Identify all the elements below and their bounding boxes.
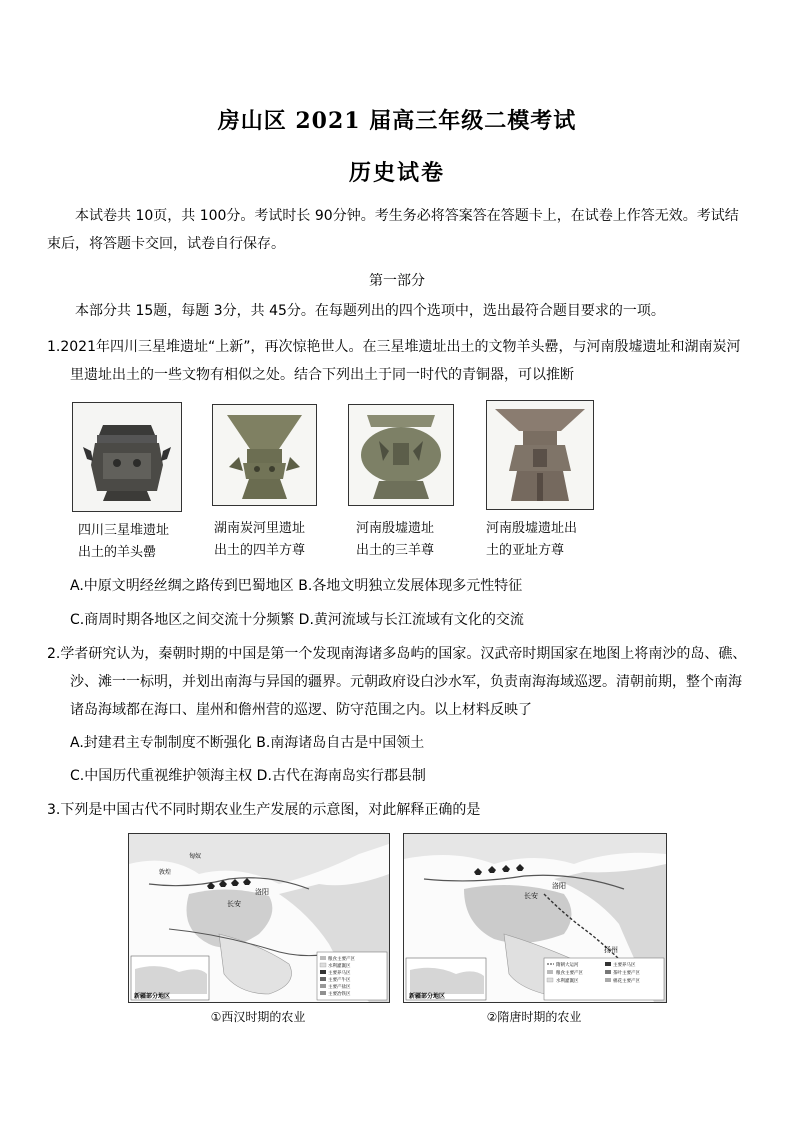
exam-subject: 历史试卷 — [348, 160, 445, 186]
map1-label-changan: 长安 — [227, 900, 241, 908]
map1-legend-1: 粮食主要产区 — [328, 957, 355, 962]
map1-legend-6: 主要冶铁区 — [328, 992, 351, 997]
bronze-lei-image — [72, 402, 182, 512]
question-2-options-ab: A.封建君主专制制度不断强化 B.南海诸岛自古是中国领土 — [70, 735, 425, 751]
map-1-caption: ①西汉时期的农业 — [210, 1010, 306, 1024]
relic-caption-4 — [486, 518, 606, 562]
bronze-zun-image — [212, 404, 317, 506]
question-1-options-ab: A.中原文明经丝绸之路传到巴蜀地区 B.各地文明独立发展体现多元性特征 — [70, 578, 523, 594]
map2-legend-4: 主要养马区 — [613, 963, 636, 968]
map2-label-changan: 长安 — [524, 892, 538, 900]
relic-caption-2 — [214, 518, 334, 562]
map1-label-dunhuang: 敦煌 — [159, 869, 172, 876]
question-1-stem: 1.2021年四川三星堆遗址“上新”，再次惊艳世人。在三星堆遗址出土的文物羊头罍，与河南殷墟遗址和湖南炭河里遗址出土的一些文物有相似之处。结合下列出土于同一时代的青铜器，可以推断 — [47, 339, 741, 383]
exam-instructions: 本试卷共 10页，共 100分。考试时长 90分钟。考生务必将答案答在答题卡上，在试卷上作答无效。考试结束后，将答题卡交回，试卷自行保存。 — [47, 208, 739, 252]
question-2-options-cd: C.中国历代重视维护领海主权 D.古代在海南岛实行郡县制 — [70, 768, 426, 784]
map2-legend-6: 棉花主要产区 — [613, 979, 640, 984]
relic-caption-2-line1: 湖南炭河里遗址 — [214, 521, 306, 536]
map1-legend-4: 主要产牛区 — [328, 978, 351, 983]
relic-caption-3 — [356, 518, 476, 562]
map-western-han-agriculture — [128, 833, 390, 1003]
map1-legend-3: 主要养马区 — [328, 971, 351, 976]
relic-caption-3-line1: 河南殷墟遗址 — [356, 521, 435, 536]
relic-caption-1-line2: 出土的羊头罍 — [78, 545, 157, 560]
map2-legend-5: 茶叶主要产区 — [613, 971, 640, 976]
part-instructions: 本部分共 15题，每题 3分，共 45分。在每题列出的四个选项中，选出最符合题目要求的一项。 — [75, 303, 665, 319]
map1-label-xiongnu: 匈奴 — [189, 853, 202, 860]
question-2-stem: 2.学者研究认为，秦朝时期的中国是第一个发现南海诸多岛屿的国家。汉武帝时期国家在地图上将南沙的岛、礁、沙、滩一一标明，并划出南海与异国的疆界。元朝政府设白沙水军，负责南海海域巡逻。清朝前期，整个南海诸岛海域都在海口、崖州和儋州营的巡逻、防守范围之内。以上材料反映了 — [47, 646, 747, 718]
question-1-options-cd: C.商周时期各地区之间交流十分频繁 D.黄河流域与长江流域有文化的交流 — [70, 612, 524, 628]
relic-caption-4-line1: 河南殷墟遗址出 — [486, 521, 578, 536]
exam-title: 房山区 2021 届高三年级二模考试 — [217, 108, 577, 134]
map1-label-luoyang: 洛阳 — [255, 888, 269, 896]
map2-legend-1: 隋朝大运河 — [556, 963, 579, 968]
bronze-sanyang-zun-image — [348, 404, 454, 506]
map1-legend-5: 主要产盐区 — [328, 985, 351, 990]
map-sui-tang-agriculture — [403, 833, 667, 1003]
map2-inset-label: 新疆部分地区 — [409, 993, 446, 1000]
map2-legend-3: 水利灌溉区 — [556, 979, 579, 984]
map2-label-yangzhou: 扬州 — [604, 946, 618, 954]
relic-caption-1-line1: 四川三星堆遗址 — [78, 523, 170, 538]
relic-caption-1 — [78, 520, 198, 564]
relic-caption-3-line2: 出土的三羊尊 — [356, 543, 435, 558]
relic-caption-4-line2: 土的亚址方尊 — [486, 543, 565, 558]
map2-label-luoyang: 洛阳 — [552, 882, 566, 890]
relic-caption-2-line2: 出土的四羊方尊 — [214, 543, 306, 558]
bronze-fangzun-image — [486, 400, 594, 510]
map-2-caption: ②隋唐时期的农业 — [486, 1010, 582, 1024]
map2-legend-2: 粮食主要产区 — [556, 971, 583, 976]
map1-inset-label: 新疆部分地区 — [134, 993, 171, 1000]
question-3-stem: 3.下列是中国古代不同时期农业生产发展的示意图，对此解释正确的是 — [47, 802, 481, 818]
map1-legend-2: 水利灌溉区 — [328, 964, 351, 969]
part-title: 第一部分 — [369, 273, 425, 289]
